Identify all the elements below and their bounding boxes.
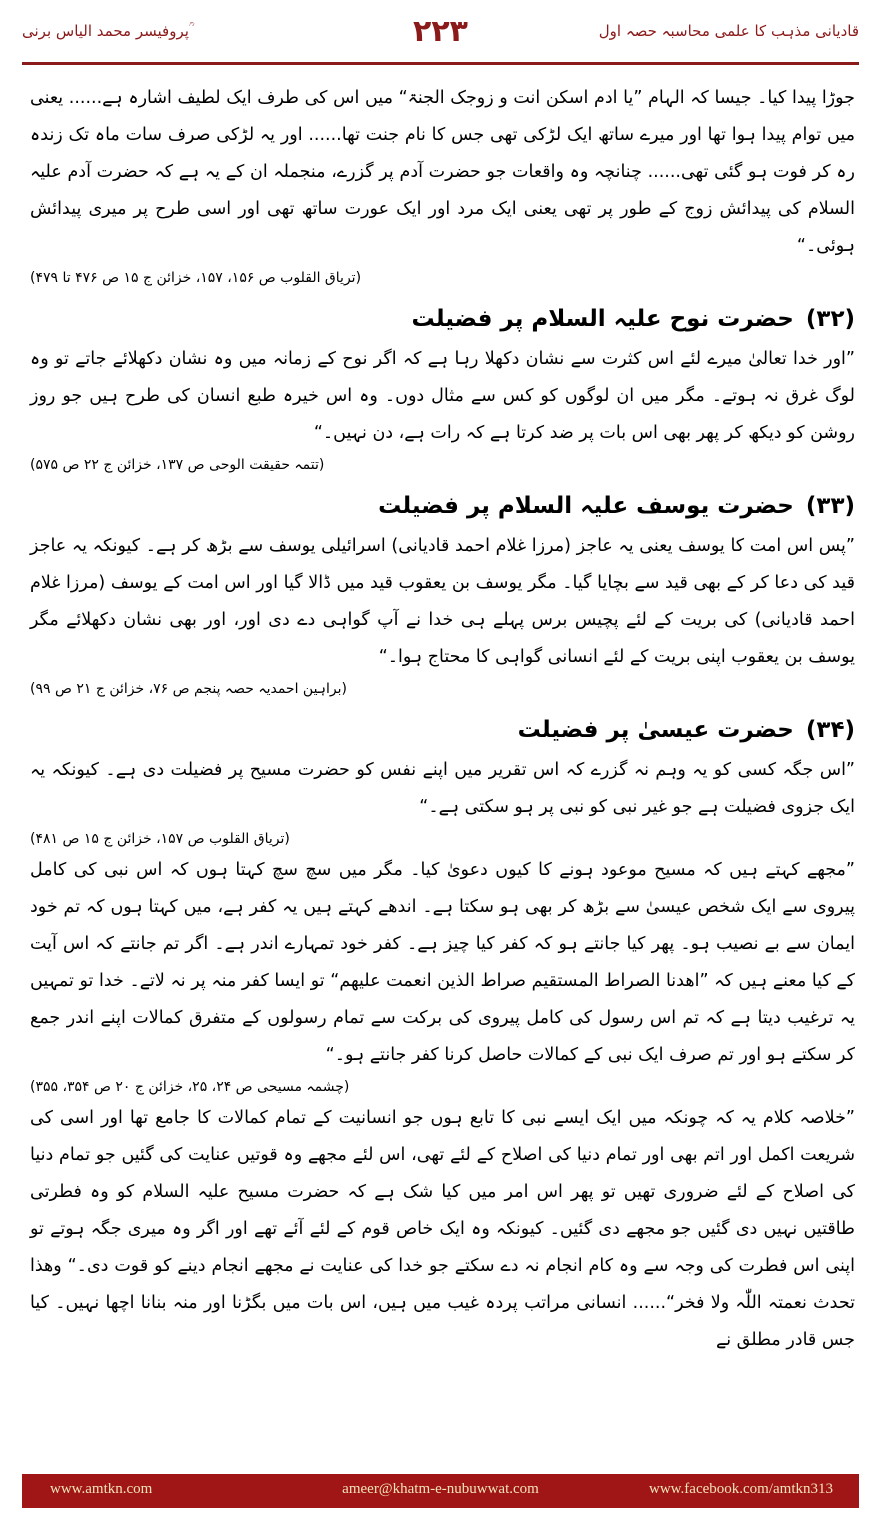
footer-email-link[interactable]: ameer@khatm-e-nubuwwat.com (342, 1481, 539, 1497)
section-heading-33 (30, 484, 855, 528)
section-32-reference: (تتمہ حقیقت الوحی ص ۱۳۷، خزائن ج ۲۲ ص ۵۷۵) (30, 457, 325, 473)
header-book-title: قادیانی مذہب کا علمی محاسبہ حصہ اول (598, 22, 859, 40)
page-number: ۲۲۳ (413, 14, 468, 49)
page-header (22, 14, 859, 50)
section-heading-34 (30, 708, 855, 752)
header-author: پروفیسر محمد الیاس برنی ؒ (22, 22, 193, 40)
section-title: حضرت یوسف علیہ السلام پر فضیلت (378, 493, 794, 519)
section-32-paragraph: ”اور خدا تعالیٰ میرے لئے اس کثرت سے نشان دکھلا رہا ہے کہ اگر نوح کے زمانہ میں وہ نشان دکھلائے جاتے تو وہ لوگ غرق نہ ہوتے۔ مگر میں ان لوگوں کو کس سے مثال دوں۔ وہ اس خیرہ طبع انسان کی طرح ہیں جو روز روشن کو دیکھ کر پھر بھی اس بات پر ضد کرتا ہے کہ رات ہے، دن نہیں۔“ (30, 349, 855, 443)
page-footer (22, 1474, 859, 1508)
section-34-reference-1: (تریاق القلوب ص ۱۵۷، خزائن ج ۱۵ ص ۴۸۱) (30, 831, 290, 847)
intro-paragraph: جوڑا پیدا کیا۔ جیسا کہ الہام ”یا ادم اسکن انت و زوجک الجنۃ“ میں اس کی طرف ایک لطیف اشارہ ہے...... یعنی میں توام پیدا ہوا تھا اور میرے ساتھ ایک لڑکی تھی جس کا نام جنت تھا...... اور یہ لڑکی صرف سات ماہ تک زندہ رہ کر فوت ہو گئی تھی...... چنانچہ وہ واقعات جو حضرت آدم پر گزرے، منجملہ ان کے یہ ہے کہ حضرت آدم علیہ السلام کی پیدائش زوج کے طور پر تھی یعنی ایک مرد اور ایک عورت ساتھ تھی اور اسی طرح پر میری پیدائش ہوئی۔“ (30, 88, 855, 256)
section-33-reference: (براہین احمدیہ حصہ پنجم ص ۷۶، خزائن ج ۲۱ ص ۹۹) (30, 681, 347, 697)
section-number: (۳۲) (805, 306, 855, 332)
footer-website-link[interactable]: www.amtkn.com (50, 1481, 153, 1497)
intro-reference: (تریاق القلوب ص ۱۵۶، ۱۵۷، خزائن ج ۱۵ ص ۴۷۶ تا ۴۷۹) (30, 270, 362, 286)
section-number: (۳۳) (805, 493, 855, 519)
page-content (30, 80, 855, 1460)
section-title: حضرت عیسیٰ پر فضیلت (517, 717, 794, 743)
section-34-reference-2: (چشمہ مسیحی ص ۲۴، ۲۵، خزائن ج ۲۰ ص ۳۵۴، ۳۵۵) (30, 1079, 350, 1095)
section-33-paragraph: ”پس اس امت کا یوسف یعنی یہ عاجز (مرزا غلام احمد قادیانی) اسرائیلی یوسف سے بڑھ کر ہے۔ کیونکہ یہ عاجز قید کی دعا کر کے بھی قید سے بچایا گیا۔ مگر یوسف بن یعقوب قید میں ڈالا گیا اور اس امت کے یوسف (مرزا غلام احمد قادیانی) کی بریت کے لئے پچیس برس پہلے ہی خدا نے آپ گواہی دے دی اور، اور بھی نشان دکھلائے مگر یوسف بن یعقوب اپنی بریت کے لئے انسانی گواہی کا محتاج ہوا۔“ (30, 536, 855, 667)
section-heading-32 (30, 297, 855, 341)
section-34-paragraph-2: ”مجھے کہتے ہیں کہ مسیح موعود ہونے کا کیوں دعویٰ کیا۔ مگر میں سچ سچ کہتا ہوں کہ اس نبی کی کامل پیروی سے ایک شخص عیسیٰ سے بڑھ کر بھی ہو سکتا ہے۔ اندھے کہتے ہیں یہ کفر ہے، میں کہتا ہوں کہ تم خود ایمان سے بے نصیب ہو۔ پھر کیا جانتے ہو کہ کفر کیا چیز ہے۔ کفر خود تمہارے اندر ہے۔ اگر تم جانتے کہ اس آیت کے کیا معنے ہیں کہ ”اھدنا الصراط المستقیم صراط الذین انعمت علیھم“ تو ایسا کفر منہ پر نہ لاتے۔ خدا تو تمہیں یہ ترغیب دیتا ہے کہ تم اس رسول کی کامل پیروی کی برکت سے تمام رسولوں کے متفرق کمالات اپنے اندر جمع کر سکتے ہو اور تم صرف ایک نبی کے کمالات حاصل کرنا کفر جانتے ہو۔“ (30, 860, 855, 1065)
header-divider (22, 62, 859, 65)
section-34-paragraph-1: ”اس جگہ کسی کو یہ وہم نہ گزرے کہ اس تقریر میں اپنے نفس کو حضرت مسیح پر فضیلت دی ہے۔ کیونکہ یہ ایک جزوی فضیلت ہے جو غیر نبی کو نبی پر ہو سکتی ہے۔“ (30, 760, 855, 817)
section-title: حضرت نوح علیہ السلام پر فضیلت (411, 306, 794, 332)
section-34-paragraph-3: ”خلاصہ کلام یہ کہ چونکہ میں ایک ایسے نبی کا تابع ہوں جو انسانیت کے تمام کمالات کا جامع تھا اور اسی کی شریعت اکمل اور اتم بھی اور تمام دنیا کی اصلاح کے لئے تھی، اس لئے مجھے وہ قوتیں عنایت کی گئیں جو تمام دنیا کی اصلاح کے لئے ضروری تھیں تو پھر اس امر میں کیا شک ہے کہ حضرت مسیح علیہ السلام کو وہ فطرتی طاقتیں نہیں دی گئیں جو مجھے دی گئیں۔ کیونکہ وہ ایک خاص قوم کے لئے آئے تھے اور اگر وہ میری جگہ ہوتے تو اپنی اس فطرت کی وجہ سے وہ کام انجام نہ دے سکتے جو خدا کی عنایت نے مجھے انجام دینے کو قوت دی۔“ وھذا تحدث نعمتہ اللّٰہ ولا فخر“...... انسانی مراتب پردہ غیب میں ہیں، اس بات میں بگڑنا اور منہ بنانا اچھا نہیں۔ کیا جس قادر مطلق نے (30, 1108, 855, 1350)
section-number: (۳۴) (805, 717, 855, 743)
footer-facebook-link[interactable]: www.facebook.com/amtkn313 (649, 1481, 833, 1497)
